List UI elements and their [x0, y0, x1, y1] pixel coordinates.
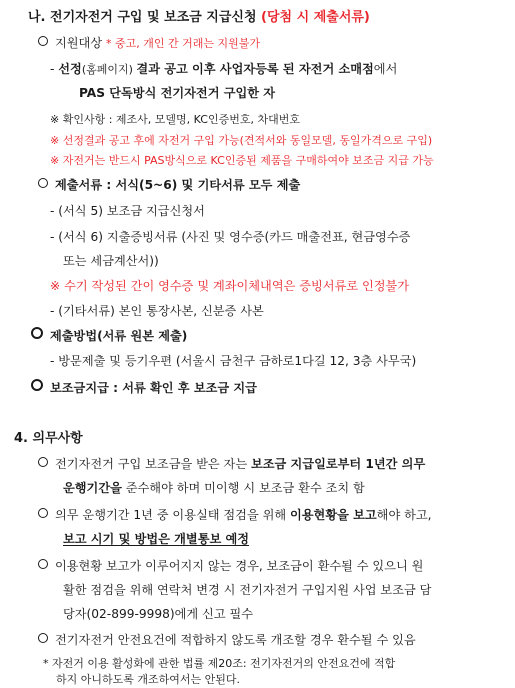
circle-bullet-icon: [31, 379, 43, 391]
law-note-2: 하지 아니하도록 개조하여서는 안된다.: [56, 673, 241, 686]
section-title-red: (당첨 시 제출서류): [261, 10, 370, 25]
target-line1-post: 에서: [373, 62, 398, 76]
docs-red-note: ※ 수기 작성된 간이 영수증 및 계좌이체내역은 증빙서류로 인정불가: [50, 279, 410, 293]
obligation-item-1: 전기자전거 구입 보조금을 받은 자는 보조금 지급일로부터 1년간 의무: [38, 456, 425, 473]
docs-heading: [38, 177, 300, 194]
check-note: ※ 확인사항 : 제조사, 모델명, KC인증번호, 차대번호: [50, 113, 300, 126]
obligation-item-2-cont: 보고 시기 및 방법은 개별통보 예정: [63, 532, 250, 546]
obligation-item-1-cont: 운행기간을 준수해야 하며 미이행 시 보조금 환수 조치 함: [63, 481, 365, 495]
docs-title: 제출서류 : 서식(5~6) 및 기타서류 모두 제출: [55, 178, 301, 192]
obligation-item-2: 의무 운행기간 1년 중 이용실태 점검을 위해 이용현황을 보고해야 하고,: [38, 507, 432, 524]
circle-bullet-icon: [38, 457, 48, 467]
obligation-item-3-cont: 활한 점검을 위해 연락처 변경 시 전기자전거 구입지원 사업 보조금 담: [63, 583, 432, 597]
method-heading: [31, 327, 187, 345]
obligation-2-bold: 이용현황을 보고: [290, 508, 377, 522]
target-store: 결과 공고 이후 사업자등록 된 자전거 소매점: [136, 62, 374, 76]
method-title: 제출방법(서류 원본 제출): [50, 329, 188, 343]
circle-bullet-icon: [38, 559, 48, 569]
target-homepage: (홈페이지): [81, 63, 137, 76]
method-detail: - 방문제출 및 등기우편 (서울시 금천구 금하로1다길 12, 3층 사무국): [50, 354, 417, 368]
red-note-1: ※ 선정결과 공고 후에 자전거 구입 가능(견적서와 동일모델, 동일가격으로 구입): [50, 134, 433, 147]
target-selection: 선정: [58, 62, 82, 76]
law-note-1: * 자전거 이용 활성화에 관한 법률 제20조: 전기자전거의 안전요건에 적합: [43, 657, 396, 670]
obligations-title: 4. 의무사항: [14, 431, 83, 446]
docs-item: 또는 세금계산서)): [63, 254, 159, 268]
obligation-item-3-cont: 당자(02-899-9998)에게 신고 필수: [63, 607, 254, 621]
circle-bullet-icon: [38, 36, 48, 46]
target-label: 지원대상: [55, 36, 103, 50]
circle-bullet-icon: [38, 633, 48, 643]
target-line-1: - 선정(홈페이지) 결과 공고 이후 사업자등록 된 자전거 소매점에서: [50, 62, 398, 76]
section-title-main: 나. 전기자전거 구입 및 보조금 지급신청: [28, 10, 257, 25]
target-heading: [38, 35, 260, 52]
docs-item: - (서식 6) 지출증빙서류 (사진 및 영수증(카드 매출전표, 현금영수증: [50, 230, 411, 244]
obligation-item-4: 전기자전거 안전요건에 적합하지 않도록 개조할 경우 환수될 수 있음: [38, 632, 416, 649]
circle-bullet-icon: [31, 327, 43, 339]
docs-other: - (기타서류) 본인 통장사본, 신분증 사본: [50, 304, 264, 318]
obligation-1-bold: 보조금 지급일로부터 1년간 의무: [250, 457, 426, 471]
obligation-item-3: 이용현황 보고가 이루어지지 않는 경우, 보조금이 환수될 수 있으니 원: [38, 558, 423, 575]
section-title: [28, 9, 370, 26]
payment-title: 보조금지급 : 서류 확인 후 보조금 지급: [50, 381, 257, 395]
circle-bullet-icon: [38, 178, 48, 188]
payment-heading: [31, 379, 257, 397]
docs-item: - (서식 5) 보조금 지급신청서: [50, 204, 205, 218]
circle-bullet-icon: [38, 508, 48, 518]
red-note-2: ※ 자전거는 반드시 PAS방식으로 KC인증된 제품을 구매하여야 보조금 지급 가능: [50, 154, 434, 167]
target-line-2: PAS 단독방식 전기자전거 구입한 자: [79, 86, 276, 100]
target-red-note: * 중고, 개인 간 거래는 지원불가: [105, 37, 260, 50]
